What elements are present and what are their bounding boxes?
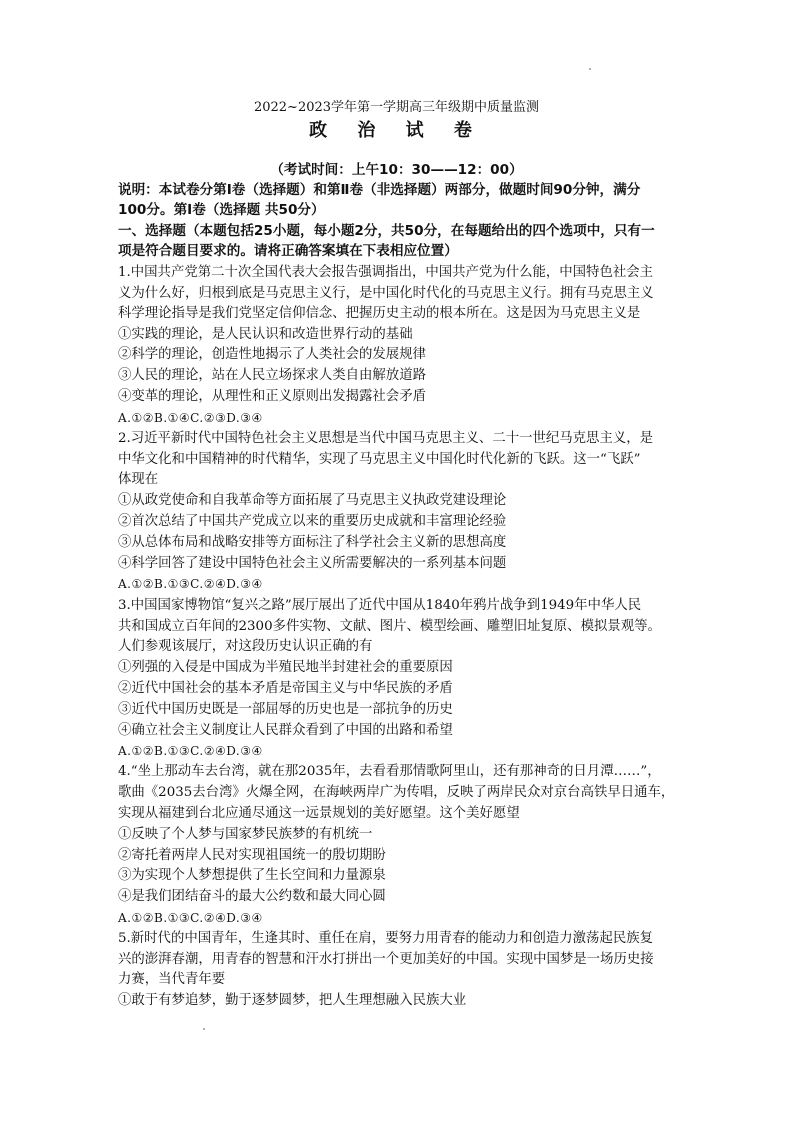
exam-name: 2022~2023学年第一学期高三年级期中质量监测 — [253, 100, 540, 115]
subject-title: 政 治 试 卷 — [309, 120, 484, 141]
question-item: ②首次总结了中国共产党成立以来的重要历史成就和丰富理论经验 — [118, 514, 507, 529]
question-stem: 中华文化和中国精神的时代精华，实现了马克思主义中国化时代化新的飞跃。这一“飞跃” — [118, 452, 641, 467]
question-item: ④科学回答了建设中国特色社会主义所需要解决的一系列基本问题 — [118, 556, 507, 571]
question-stem: 1.中国共产党第二十次全国代表大会报告强调指出，中国共产党为什么能，中国特色社会主 — [118, 265, 654, 280]
scan-speck — [589, 68, 591, 70]
question-stem: 4.“坐上那动车去台湾，就在那2035年，去看看那情歌阿里山，还有那神奇的日月潭……”， — [118, 764, 661, 779]
question-item: ④是我们团结奋斗的最大公约数和最大同心圆 — [118, 889, 386, 904]
question-item: ④变革的理论，从理性和正义原则出发揭露社会矛盾 — [118, 389, 426, 404]
question-item: ④确立社会主义制度让人民群众看到了中国的出路和希望 — [118, 723, 453, 738]
question-item: ③从总体布局和战略安排等方面标注了科学社会主义新的思想高度 — [118, 535, 507, 550]
question-item: ③人民的理论，站在人民立场探求人类自由解放道路 — [118, 368, 426, 383]
answer-options: A.①②B.①③C.②④D.③④ — [118, 577, 263, 591]
question-stem: 人们参观该展厅，对这段历史认识正确的有 — [118, 639, 373, 654]
question-item: ①从政党使命和自我革命等方面拓展了马克思主义执政党建设理论 — [118, 493, 507, 508]
section-heading-line-1: 一、选择题（本题包括25小题，每小题2分，共50分，在每题给出的四个选项中，只有一 — [118, 223, 655, 239]
question-stem: 3.中国国家博物馆“复兴之路”展厅展出了近代中国从1840年鸦片战争到1949年中华人民 — [118, 598, 642, 613]
question-item: ①反映了个人梦与国家梦民族梦的有机统一 — [118, 827, 373, 842]
question-item: ①列强的入侵是中国成为半殖民地半封建社会的重要原因 — [118, 660, 453, 675]
question-item: ②寄托着两岸人民对实现祖国统一的殷切期盼 — [118, 848, 386, 863]
question-item: ①实践的理论，是人民认识和改造世界行动的基础 — [118, 327, 413, 342]
question-stem: 科学理论指导是我们党坚定信仰信念、把握历史主动的根本所在。这是因为马克思主义是 — [118, 306, 641, 321]
question-stem: 歌曲《2035去台湾》火爆全网，在海峡两岸广为传唱，反映了两岸民众对京台高铁早日通车， — [118, 785, 675, 800]
question-stem: 体现在 — [118, 472, 159, 487]
question-item: ②科学的理论，创造性地揭示了人类社会的发展规律 — [118, 347, 426, 362]
question-item: ③近代中国历史既是一部屈辱的历史也是一部抗争的历史 — [118, 702, 453, 717]
question-stem: 共和国成立百年间的2300多件实物、文献、图片、模型绘画、雕塑旧址复原、模拟景观等。 — [118, 619, 661, 634]
question-stem: 力赛，当代青年要 — [118, 972, 226, 987]
question-stem: 实现从福建到台北应通尽通这一远景规划的美好愿望。这个美好愿望 — [118, 806, 520, 821]
question-stem: 义为什么好，归根到底是马克思主义行，是中国化时代化的马克思主义行。拥有马克思主义 — [118, 286, 654, 301]
section-heading-line-2: 项是符合题目要求的。请将正确答案填在下表相应位置） — [118, 243, 458, 259]
answer-options: A.①②B.①③C.②④D.③④ — [118, 744, 263, 758]
question-item: ③为实现个人梦想提供了生长空间和力量源泉 — [118, 868, 386, 883]
instructions-line-2: 100分。第Ⅰ卷（选择题 共50分） — [118, 202, 325, 218]
question-item: ②近代中国社会的基本矛盾是帝国主义与中华民族的矛盾 — [118, 681, 453, 696]
question-stem: 兴的澎湃春潮，用青春的智慧和汗水打拼出一个更加美好的中国。实现中国梦是一场历史接 — [118, 952, 654, 967]
instructions-line-1: 说明：本试卷分第Ⅰ卷（选择题）和第Ⅱ卷（非选择题）两部分，做题时间90分钟，满分 — [118, 182, 641, 198]
scan-speck — [203, 1028, 205, 1030]
question-stem: 2.习近平新时代中国特色社会主义思想是当代中国马克思主义、二十一世纪马克思主义，是 — [118, 431, 654, 446]
exam-time: （考试时间：上午10：30——12：00） — [270, 162, 523, 178]
question-stem: 5.新时代的中国青年，生逢其时、重任在肩，要努力用青春的能动力和创造力激荡起民族复 — [118, 931, 654, 946]
question-item: ①敢于有梦追梦，勤于逐梦圆梦，把人生理想融入民族大业 — [118, 993, 467, 1008]
answer-options: A.①②B.①③C.②④D.③④ — [118, 911, 263, 925]
answer-options: A.①②B.①④C.②③D.③④ — [118, 411, 263, 425]
